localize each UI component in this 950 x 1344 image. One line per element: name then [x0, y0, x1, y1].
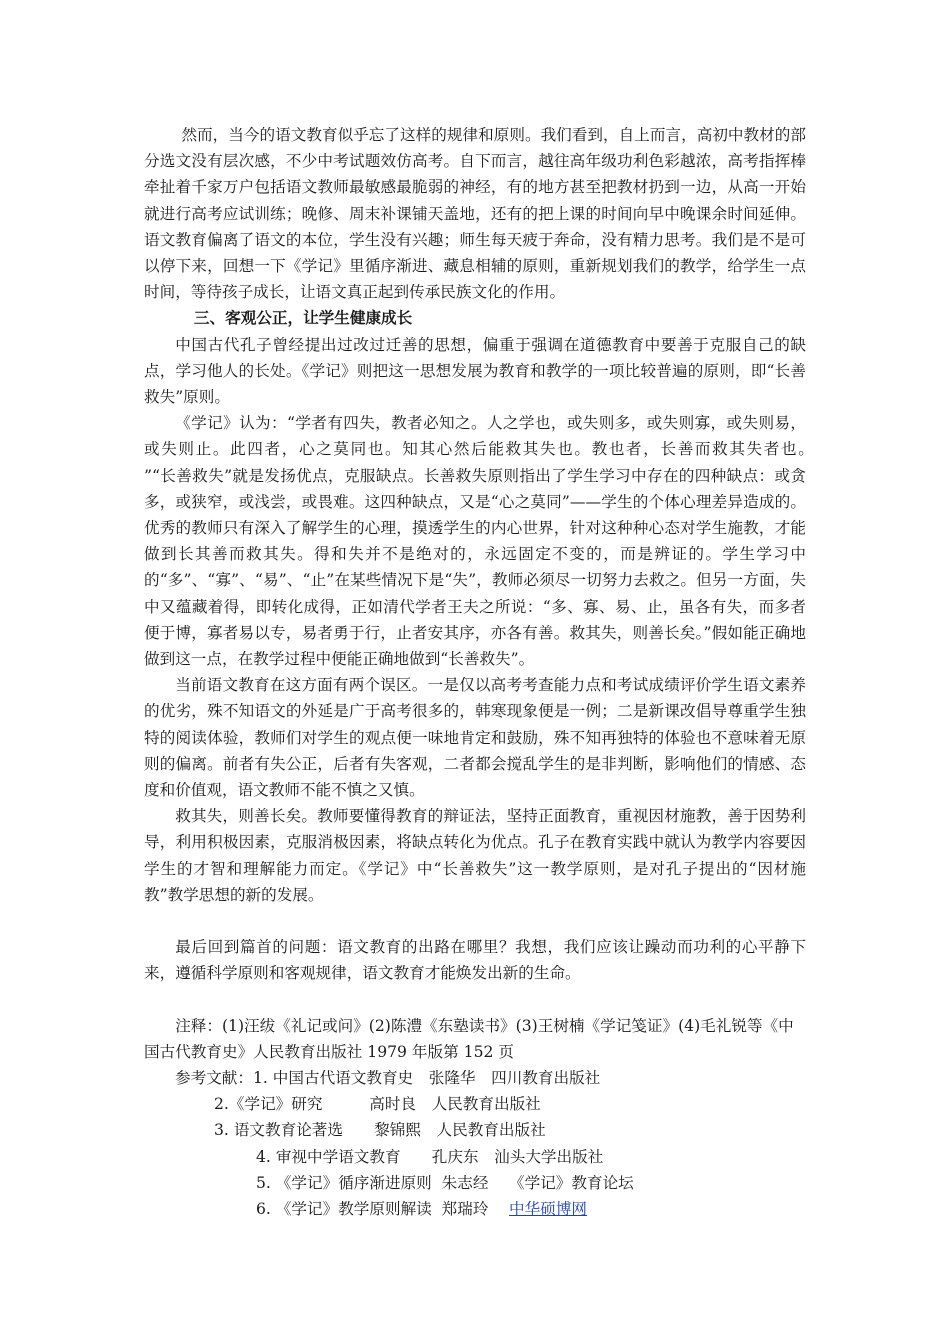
reference-item-2: 2.《学记》研究 高时良 人民教育出版社: [214, 1095, 541, 1114]
paragraph-confucius-idea: 中国古代孔子曾经提出过改过迁善的思想，偏重于强调在道德教育中要善于克服自己的缺点，学习他人的长处。《学记》则把这一思想发展为教育和教学的一项比较普遍的原则，即“长善救失”原则。: [144, 335, 806, 407]
reference-item-3: 3. 语文教育论著选 黎锦熙 人民教育出版社: [214, 1121, 546, 1140]
reference-item-1: 参考文献：1. 中国古代语文教育史 张隆华 四川教育出版社: [175, 1068, 601, 1087]
paragraph-curriculum-critique: 然而，当今的语文教育似乎忘了这样的规律和原则。我们看到，自上而言，高初中教材的部分选文没有层次感，不少中考试题效仿高考。自下而言，越往高年级功利色彩越浓，高考指挥棒牵扯着千家万户包括语文教师最敏感最脆弱的神经，有的地方甚至把教材扔到一边，从高一开始就进行高考应试训练；晚修、周末补课铺天盖地，还有的把上课的时间向早中晚课余时间延伸。语文教育偏离了语文的本位，学生没有兴趣；师生每天疲于奔命，没有精力思考。我们是不是可以停下来，回想一下《学记》里循序渐进、藏息相辅的原则，重新规划我们的教学，给学生一点时间，等待孩子成长，让语文真正起到传承民族文化的作用。: [144, 126, 806, 302]
reference-item-6-text: 6. 《学记》教学原则解读 郑瑞玲: [256, 1199, 510, 1218]
footnotes: 注释：(1)汪绂《礼记或问》(2)陈澧《东塾读书》(3)王树楠《学记笺证》(4)毛礼锐等《中国古代教育史》人民教育出版社 1979 年版第 152 页: [144, 1016, 794, 1061]
paragraph-two-misconceptions: 当前语文教育在这方面有两个误区。一是仅以高考考查能力点和考试成绩评价学生语文素养的优劣，殊不知语文的外延是广于高考很多的，韩寒现象便是一例；二是新课改倡导尊重学生独特的阅读体验，教师们对学生的观点便一味地肯定和鼓励，殊不知再独特的体验也不意味着无原则的偏离。前者有失公正，后者有失客观，二者都会搅乱学生的是非判断，影响他们的情感、态度和价值观，语文教师不能不慎之又慎。: [144, 676, 806, 800]
paragraph-dialectics: 救其失，则善长矣。教师要懂得教育的辩证法，坚持正面教育，重视因材施教，善于因势利导，利用积极因素，克服消极因素，将缺点转化为优点。孔子在教育实践中就认为教学内容要因学生的才智和理解能力而定。《学记》中“长善救失”这一教学原则，是对孔子提出的“因材施教”教学思想的新的发展。: [144, 807, 806, 904]
reference-item-6: [144, 1196, 806, 1222]
paragraph-four-faults: 《学记》认为：“学者有四失，教者必知之。人之学也，或失则多，或失则寡，或失则易，或失则止。此四者，心之莫同也。知其心然后能救其失也。教也者，长善而救其失者也。 ”“长善救失”就是发扬优点，克服缺点。长善救失原则指出了学生学习中存在的四种缺点：或贪多，或狭窄，或浅尝，或畏难。这四种缺点，又是“心之莫同”——学生的个体心理差异造成的。优秀的教师只有深入了解学生的心理，摸透学生的内心世界，针对这种种心态对学生施教，才能做到长其善而救其失。得和失并不是绝对的，永远固定不变的，而是辨证的。学生学习中的“多”、“寡”、“易”、“止”在某些情况下是“失”，教师必须尽一切努力去救之。但另一方面，失中又蕴藏着得，即转化成得，正如清代学者王夫之所说：“多、寡、易、止，虽各有失，而多者便于博，寡者易以专，易者勇于行，止者安其序，亦各有善。救其失，则善长矣。”假如能正确地做到这一点，在教学过程中便能正确地做到“长善救失”。: [144, 414, 838, 669]
spacer: [144, 908, 806, 934]
reference-list: [144, 1065, 806, 1222]
reference-link-zhonghua[interactable]: 中华硕博网: [509, 1199, 588, 1218]
document-page: [144, 122, 838, 1222]
spacer: [144, 987, 806, 1013]
paragraph-conclusion: 最后回到篇首的问题：语文教育的出路在哪里？我想，我们应该让躁动而功利的心平静下来，遵循科学原则和客观规律，语文教育才能焕发出新的生命。: [144, 938, 806, 983]
reference-item-4: 4. 审视中学语文教育 孔庆东 汕头大学出版社: [256, 1147, 604, 1166]
reference-item-5: 5. 《学记》循序渐进原则 朱志经 《学记》教育论坛: [256, 1173, 634, 1192]
section-heading-three: 三、客观公正，让学生健康成长: [193, 308, 413, 328]
